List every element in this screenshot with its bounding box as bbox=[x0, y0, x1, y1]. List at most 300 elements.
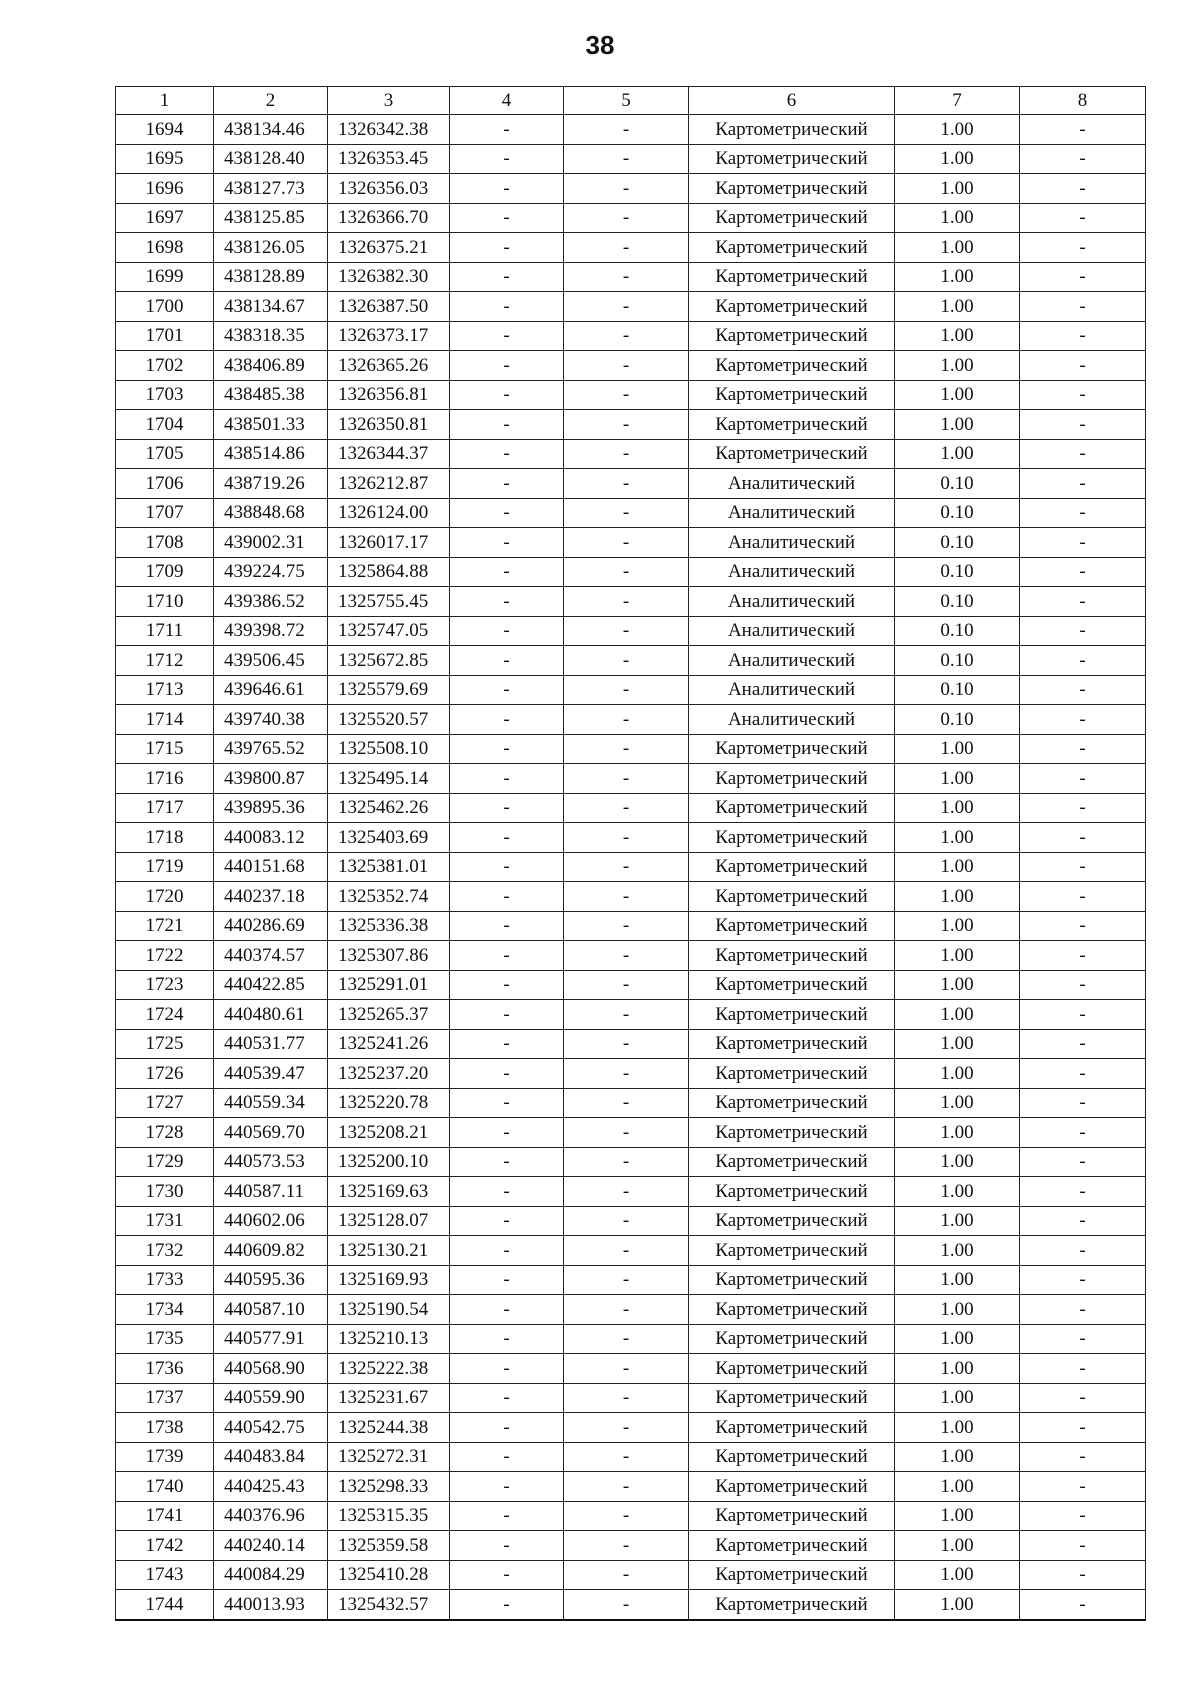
accuracy-cell: 1.00 bbox=[895, 292, 1020, 322]
col5-cell: - bbox=[564, 233, 689, 263]
col5-cell: - bbox=[564, 1029, 689, 1059]
y-coordinate-cell: 1325495.14 bbox=[328, 764, 450, 794]
col8-cell: - bbox=[1020, 793, 1146, 823]
col8-cell: - bbox=[1020, 882, 1146, 912]
method-cell: Картометрический bbox=[689, 1295, 895, 1325]
col4-cell: - bbox=[450, 292, 564, 322]
col5-cell: - bbox=[564, 1118, 689, 1148]
x-coordinate-cell: 439224.75 bbox=[214, 557, 328, 587]
point-number-cell: 1736 bbox=[116, 1354, 214, 1384]
col8-cell: - bbox=[1020, 1413, 1146, 1443]
y-coordinate-cell: 1325336.38 bbox=[328, 911, 450, 941]
col8-cell: - bbox=[1020, 351, 1146, 381]
accuracy-cell: 1.00 bbox=[895, 233, 1020, 263]
x-coordinate-cell: 438128.40 bbox=[214, 144, 328, 174]
accuracy-cell: 1.00 bbox=[895, 1383, 1020, 1413]
col4-cell: - bbox=[450, 793, 564, 823]
method-cell: Картометрический bbox=[689, 351, 895, 381]
table-row bbox=[116, 852, 1146, 882]
x-coordinate-cell: 440480.61 bbox=[214, 1000, 328, 1030]
col4-cell: - bbox=[450, 233, 564, 263]
point-number-cell: 1704 bbox=[116, 410, 214, 440]
col4-cell: - bbox=[450, 1118, 564, 1148]
table-row bbox=[116, 1177, 1146, 1207]
method-cell: Картометрический bbox=[689, 764, 895, 794]
accuracy-cell: 1.00 bbox=[895, 852, 1020, 882]
col8-cell: - bbox=[1020, 380, 1146, 410]
y-coordinate-cell: 1326350.81 bbox=[328, 410, 450, 440]
col5-cell: - bbox=[564, 439, 689, 469]
col5-cell: - bbox=[564, 1324, 689, 1354]
y-coordinate-cell: 1325222.38 bbox=[328, 1354, 450, 1384]
table-row bbox=[116, 705, 1146, 735]
method-cell: Аналитический bbox=[689, 498, 895, 528]
col4-cell: - bbox=[450, 823, 564, 853]
col5-cell: - bbox=[564, 587, 689, 617]
col5-cell: - bbox=[564, 410, 689, 440]
y-coordinate-cell: 1325432.57 bbox=[328, 1590, 450, 1620]
x-coordinate-cell: 438514.86 bbox=[214, 439, 328, 469]
col4-cell: - bbox=[450, 1088, 564, 1118]
accuracy-cell: 1.00 bbox=[895, 1442, 1020, 1472]
method-cell: Картометрический bbox=[689, 1118, 895, 1148]
col5-cell: - bbox=[564, 1000, 689, 1030]
method-cell: Картометрический bbox=[689, 882, 895, 912]
accuracy-cell: 1.00 bbox=[895, 823, 1020, 853]
table-row bbox=[116, 1147, 1146, 1177]
point-number-cell: 1725 bbox=[116, 1029, 214, 1059]
accuracy-cell: 1.00 bbox=[895, 793, 1020, 823]
col4-cell: - bbox=[450, 1000, 564, 1030]
point-number-cell: 1741 bbox=[116, 1501, 214, 1531]
method-cell: Картометрический bbox=[689, 292, 895, 322]
point-number-cell: 1710 bbox=[116, 587, 214, 617]
method-cell: Картометрический bbox=[689, 911, 895, 941]
method-cell: Картометрический bbox=[689, 1029, 895, 1059]
col4-cell: - bbox=[450, 911, 564, 941]
point-number-cell: 1700 bbox=[116, 292, 214, 322]
x-coordinate-cell: 440609.82 bbox=[214, 1236, 328, 1266]
col8-cell: - bbox=[1020, 852, 1146, 882]
point-number-cell: 1712 bbox=[116, 646, 214, 676]
y-coordinate-cell: 1326124.00 bbox=[328, 498, 450, 528]
table-row bbox=[116, 911, 1146, 941]
col8-cell: - bbox=[1020, 1088, 1146, 1118]
method-cell: Аналитический bbox=[689, 646, 895, 676]
y-coordinate-cell: 1326344.37 bbox=[328, 439, 450, 469]
column-header-5: 5 bbox=[564, 87, 689, 115]
table-row bbox=[116, 882, 1146, 912]
col5-cell: - bbox=[564, 941, 689, 971]
accuracy-cell: 1.00 bbox=[895, 1000, 1020, 1030]
col8-cell: - bbox=[1020, 321, 1146, 351]
x-coordinate-cell: 438128.89 bbox=[214, 262, 328, 292]
point-number-cell: 1733 bbox=[116, 1265, 214, 1295]
col4-cell: - bbox=[450, 321, 564, 351]
point-number-cell: 1703 bbox=[116, 380, 214, 410]
method-cell: Картометрический bbox=[689, 1177, 895, 1207]
col8-cell: - bbox=[1020, 941, 1146, 971]
method-cell: Аналитический bbox=[689, 616, 895, 646]
col4-cell: - bbox=[450, 1590, 564, 1620]
accuracy-cell: 1.00 bbox=[895, 321, 1020, 351]
method-cell: Картометрический bbox=[689, 1560, 895, 1590]
accuracy-cell: 1.00 bbox=[895, 1088, 1020, 1118]
table-row bbox=[116, 616, 1146, 646]
table-row bbox=[116, 203, 1146, 233]
table-row bbox=[116, 1295, 1146, 1325]
col8-cell: - bbox=[1020, 1560, 1146, 1590]
col4-cell: - bbox=[450, 1147, 564, 1177]
x-coordinate-cell: 438406.89 bbox=[214, 351, 328, 381]
y-coordinate-cell: 1326353.45 bbox=[328, 144, 450, 174]
x-coordinate-cell: 440542.75 bbox=[214, 1413, 328, 1443]
table-row bbox=[116, 1000, 1146, 1030]
col5-cell: - bbox=[564, 970, 689, 1000]
col5-cell: - bbox=[564, 1354, 689, 1384]
x-coordinate-cell: 440425.43 bbox=[214, 1472, 328, 1502]
x-coordinate-cell: 439740.38 bbox=[214, 705, 328, 735]
table-row bbox=[116, 380, 1146, 410]
point-number-cell: 1715 bbox=[116, 734, 214, 764]
col8-cell: - bbox=[1020, 1501, 1146, 1531]
method-cell: Картометрический bbox=[689, 1147, 895, 1177]
x-coordinate-cell: 439386.52 bbox=[214, 587, 328, 617]
col5-cell: - bbox=[564, 1295, 689, 1325]
method-cell: Аналитический bbox=[689, 528, 895, 558]
point-number-cell: 1723 bbox=[116, 970, 214, 1000]
table-row bbox=[116, 469, 1146, 499]
accuracy-cell: 1.00 bbox=[895, 882, 1020, 912]
col5-cell: - bbox=[564, 1590, 689, 1620]
y-coordinate-cell: 1325508.10 bbox=[328, 734, 450, 764]
x-coordinate-cell: 440573.53 bbox=[214, 1147, 328, 1177]
accuracy-cell: 0.10 bbox=[895, 646, 1020, 676]
point-number-cell: 1714 bbox=[116, 705, 214, 735]
x-coordinate-cell: 440374.57 bbox=[214, 941, 328, 971]
point-number-cell: 1722 bbox=[116, 941, 214, 971]
y-coordinate-cell: 1325352.74 bbox=[328, 882, 450, 912]
col4-cell: - bbox=[450, 882, 564, 912]
accuracy-cell: 1.00 bbox=[895, 410, 1020, 440]
point-number-cell: 1699 bbox=[116, 262, 214, 292]
col4-cell: - bbox=[450, 1177, 564, 1207]
col8-cell: - bbox=[1020, 1118, 1146, 1148]
point-number-cell: 1698 bbox=[116, 233, 214, 263]
point-number-cell: 1738 bbox=[116, 1413, 214, 1443]
table-row bbox=[116, 1029, 1146, 1059]
y-coordinate-cell: 1325410.28 bbox=[328, 1560, 450, 1590]
method-cell: Картометрический bbox=[689, 203, 895, 233]
col8-cell: - bbox=[1020, 528, 1146, 558]
col4-cell: - bbox=[450, 616, 564, 646]
x-coordinate-cell: 438485.38 bbox=[214, 380, 328, 410]
accuracy-cell: 1.00 bbox=[895, 1354, 1020, 1384]
col8-cell: - bbox=[1020, 764, 1146, 794]
col8-cell: - bbox=[1020, 174, 1146, 204]
accuracy-cell: 1.00 bbox=[895, 734, 1020, 764]
col4-cell: - bbox=[450, 203, 564, 233]
accuracy-cell: 1.00 bbox=[895, 970, 1020, 1000]
point-number-cell: 1731 bbox=[116, 1206, 214, 1236]
y-coordinate-cell: 1325579.69 bbox=[328, 675, 450, 705]
col8-cell: - bbox=[1020, 1383, 1146, 1413]
col8-cell: - bbox=[1020, 1177, 1146, 1207]
method-cell: Аналитический bbox=[689, 675, 895, 705]
point-number-cell: 1695 bbox=[116, 144, 214, 174]
column-header-8: 8 bbox=[1020, 87, 1146, 115]
x-coordinate-cell: 439398.72 bbox=[214, 616, 328, 646]
y-coordinate-cell: 1325359.58 bbox=[328, 1531, 450, 1561]
table-row bbox=[116, 1472, 1146, 1502]
method-cell: Картометрический bbox=[689, 1472, 895, 1502]
accuracy-cell: 0.10 bbox=[895, 557, 1020, 587]
x-coordinate-cell: 439765.52 bbox=[214, 734, 328, 764]
y-coordinate-cell: 1325237.20 bbox=[328, 1059, 450, 1089]
method-cell: Картометрический bbox=[689, 174, 895, 204]
col8-cell: - bbox=[1020, 911, 1146, 941]
col8-cell: - bbox=[1020, 1029, 1146, 1059]
point-number-cell: 1728 bbox=[116, 1118, 214, 1148]
x-coordinate-cell: 440568.90 bbox=[214, 1354, 328, 1384]
col4-cell: - bbox=[450, 1354, 564, 1384]
method-cell: Картометрический bbox=[689, 1236, 895, 1266]
table-row bbox=[116, 1265, 1146, 1295]
y-coordinate-cell: 1326365.26 bbox=[328, 351, 450, 381]
col5-cell: - bbox=[564, 1206, 689, 1236]
col4-cell: - bbox=[450, 1560, 564, 1590]
col8-cell: - bbox=[1020, 469, 1146, 499]
x-coordinate-cell: 439800.87 bbox=[214, 764, 328, 794]
col8-cell: - bbox=[1020, 1472, 1146, 1502]
y-coordinate-cell: 1325169.93 bbox=[328, 1265, 450, 1295]
col5-cell: - bbox=[564, 793, 689, 823]
col5-cell: - bbox=[564, 1265, 689, 1295]
point-number-cell: 1697 bbox=[116, 203, 214, 233]
method-cell: Картометрический bbox=[689, 1324, 895, 1354]
y-coordinate-cell: 1325462.26 bbox=[328, 793, 450, 823]
point-number-cell: 1730 bbox=[116, 1177, 214, 1207]
x-coordinate-cell: 440559.90 bbox=[214, 1383, 328, 1413]
col5-cell: - bbox=[564, 1472, 689, 1502]
col4-cell: - bbox=[450, 1472, 564, 1502]
page-number: 38 bbox=[585, 30, 615, 60]
col4-cell: - bbox=[450, 1501, 564, 1531]
column-header-6: 6 bbox=[689, 87, 895, 115]
point-number-cell: 1696 bbox=[116, 174, 214, 204]
col4-cell: - bbox=[450, 1236, 564, 1266]
table-row bbox=[116, 557, 1146, 587]
point-number-cell: 1719 bbox=[116, 852, 214, 882]
y-coordinate-cell: 1325190.54 bbox=[328, 1295, 450, 1325]
table-row bbox=[116, 233, 1146, 263]
table-row bbox=[116, 1590, 1146, 1620]
col5-cell: - bbox=[564, 705, 689, 735]
col8-cell: - bbox=[1020, 705, 1146, 735]
x-coordinate-cell: 439646.61 bbox=[214, 675, 328, 705]
x-coordinate-cell: 438501.33 bbox=[214, 410, 328, 440]
col5-cell: - bbox=[564, 469, 689, 499]
table-row bbox=[116, 646, 1146, 676]
accuracy-cell: 0.10 bbox=[895, 587, 1020, 617]
x-coordinate-cell: 440569.70 bbox=[214, 1118, 328, 1148]
point-number-cell: 1709 bbox=[116, 557, 214, 587]
method-cell: Картометрический bbox=[689, 793, 895, 823]
x-coordinate-cell: 438318.35 bbox=[214, 321, 328, 351]
point-number-cell: 1739 bbox=[116, 1442, 214, 1472]
accuracy-cell: 1.00 bbox=[895, 174, 1020, 204]
col8-cell: - bbox=[1020, 1059, 1146, 1089]
accuracy-cell: 1.00 bbox=[895, 1206, 1020, 1236]
y-coordinate-cell: 1325210.13 bbox=[328, 1324, 450, 1354]
col8-cell: - bbox=[1020, 1236, 1146, 1266]
col4-cell: - bbox=[450, 646, 564, 676]
y-coordinate-cell: 1326382.30 bbox=[328, 262, 450, 292]
point-number-cell: 1707 bbox=[116, 498, 214, 528]
method-cell: Картометрический bbox=[689, 1354, 895, 1384]
accuracy-cell: 1.00 bbox=[895, 1059, 1020, 1089]
table-row bbox=[116, 1442, 1146, 1472]
x-coordinate-cell: 438125.85 bbox=[214, 203, 328, 233]
x-coordinate-cell: 438848.68 bbox=[214, 498, 328, 528]
col5-cell: - bbox=[564, 852, 689, 882]
column-header-3: 3 bbox=[328, 87, 450, 115]
col5-cell: - bbox=[564, 292, 689, 322]
col5-cell: - bbox=[564, 1413, 689, 1443]
x-coordinate-cell: 439895.36 bbox=[214, 793, 328, 823]
table-row bbox=[116, 1354, 1146, 1384]
col4-cell: - bbox=[450, 1295, 564, 1325]
col4-cell: - bbox=[450, 734, 564, 764]
method-cell: Картометрический bbox=[689, 144, 895, 174]
point-number-cell: 1744 bbox=[116, 1590, 214, 1620]
col8-cell: - bbox=[1020, 587, 1146, 617]
method-cell: Картометрический bbox=[689, 734, 895, 764]
accuracy-cell: 1.00 bbox=[895, 351, 1020, 381]
point-number-cell: 1737 bbox=[116, 1383, 214, 1413]
accuracy-cell: 1.00 bbox=[895, 1324, 1020, 1354]
method-cell: Картометрический bbox=[689, 262, 895, 292]
col5-cell: - bbox=[564, 262, 689, 292]
x-coordinate-cell: 439506.45 bbox=[214, 646, 328, 676]
y-coordinate-cell: 1326342.38 bbox=[328, 115, 450, 145]
table-row bbox=[116, 970, 1146, 1000]
method-cell: Картометрический bbox=[689, 233, 895, 263]
col5-cell: - bbox=[564, 144, 689, 174]
point-number-cell: 1732 bbox=[116, 1236, 214, 1266]
col5-cell: - bbox=[564, 1059, 689, 1089]
y-coordinate-cell: 1325291.01 bbox=[328, 970, 450, 1000]
col5-cell: - bbox=[564, 380, 689, 410]
y-coordinate-cell: 1325864.88 bbox=[328, 557, 450, 587]
point-number-cell: 1702 bbox=[116, 351, 214, 381]
y-coordinate-cell: 1325315.35 bbox=[328, 1501, 450, 1531]
col8-cell: - bbox=[1020, 1531, 1146, 1561]
table-row bbox=[116, 1088, 1146, 1118]
table-row bbox=[116, 115, 1146, 145]
col8-cell: - bbox=[1020, 203, 1146, 233]
col8-cell: - bbox=[1020, 144, 1146, 174]
col5-cell: - bbox=[564, 115, 689, 145]
header-row bbox=[116, 87, 1146, 115]
col5-cell: - bbox=[564, 1501, 689, 1531]
col8-cell: - bbox=[1020, 115, 1146, 145]
table-row bbox=[116, 1560, 1146, 1590]
col5-cell: - bbox=[564, 823, 689, 853]
y-coordinate-cell: 1325272.31 bbox=[328, 1442, 450, 1472]
x-coordinate-cell: 440240.14 bbox=[214, 1531, 328, 1561]
method-cell: Картометрический bbox=[689, 1088, 895, 1118]
accuracy-cell: 1.00 bbox=[895, 1590, 1020, 1620]
x-coordinate-cell: 440376.96 bbox=[214, 1501, 328, 1531]
col4-cell: - bbox=[450, 410, 564, 440]
method-cell: Картометрический bbox=[689, 1531, 895, 1561]
method-cell: Картометрический bbox=[689, 1059, 895, 1089]
method-cell: Картометрический bbox=[689, 1000, 895, 1030]
col8-cell: - bbox=[1020, 1000, 1146, 1030]
col4-cell: - bbox=[450, 1442, 564, 1472]
col5-cell: - bbox=[564, 764, 689, 794]
method-cell: Картометрический bbox=[689, 941, 895, 971]
col8-cell: - bbox=[1020, 1295, 1146, 1325]
col4-cell: - bbox=[450, 557, 564, 587]
col4-cell: - bbox=[450, 852, 564, 882]
col5-cell: - bbox=[564, 1560, 689, 1590]
table-row bbox=[116, 410, 1146, 440]
col5-cell: - bbox=[564, 1147, 689, 1177]
col8-cell: - bbox=[1020, 1442, 1146, 1472]
y-coordinate-cell: 1326387.50 bbox=[328, 292, 450, 322]
point-number-cell: 1721 bbox=[116, 911, 214, 941]
col4-cell: - bbox=[450, 1029, 564, 1059]
col8-cell: - bbox=[1020, 675, 1146, 705]
table-row bbox=[116, 587, 1146, 617]
method-cell: Картометрический bbox=[689, 410, 895, 440]
x-coordinate-cell: 440013.93 bbox=[214, 1590, 328, 1620]
col8-cell: - bbox=[1020, 410, 1146, 440]
column-header-4: 4 bbox=[450, 87, 564, 115]
accuracy-cell: 1.00 bbox=[895, 439, 1020, 469]
accuracy-cell: 1.00 bbox=[895, 1147, 1020, 1177]
accuracy-cell: 1.00 bbox=[895, 380, 1020, 410]
accuracy-cell: 1.00 bbox=[895, 144, 1020, 174]
accuracy-cell: 1.00 bbox=[895, 764, 1020, 794]
col4-cell: - bbox=[450, 262, 564, 292]
y-coordinate-cell: 1325755.45 bbox=[328, 587, 450, 617]
col4-cell: - bbox=[450, 528, 564, 558]
method-cell: Картометрический bbox=[689, 1442, 895, 1472]
method-cell: Картометрический bbox=[689, 823, 895, 853]
column-header-1: 1 bbox=[116, 87, 214, 115]
accuracy-cell: 0.10 bbox=[895, 675, 1020, 705]
col8-cell: - bbox=[1020, 498, 1146, 528]
x-coordinate-cell: 440539.47 bbox=[214, 1059, 328, 1089]
col8-cell: - bbox=[1020, 1265, 1146, 1295]
col4-cell: - bbox=[450, 941, 564, 971]
accuracy-cell: 0.10 bbox=[895, 705, 1020, 735]
point-number-cell: 1734 bbox=[116, 1295, 214, 1325]
point-number-cell: 1729 bbox=[116, 1147, 214, 1177]
x-coordinate-cell: 440483.84 bbox=[214, 1442, 328, 1472]
method-cell: Картометрический bbox=[689, 115, 895, 145]
x-coordinate-cell: 438134.46 bbox=[214, 115, 328, 145]
point-number-cell: 1742 bbox=[116, 1531, 214, 1561]
col4-cell: - bbox=[450, 587, 564, 617]
point-number-cell: 1727 bbox=[116, 1088, 214, 1118]
accuracy-cell: 0.10 bbox=[895, 616, 1020, 646]
accuracy-cell: 1.00 bbox=[895, 1413, 1020, 1443]
method-cell: Аналитический bbox=[689, 705, 895, 735]
